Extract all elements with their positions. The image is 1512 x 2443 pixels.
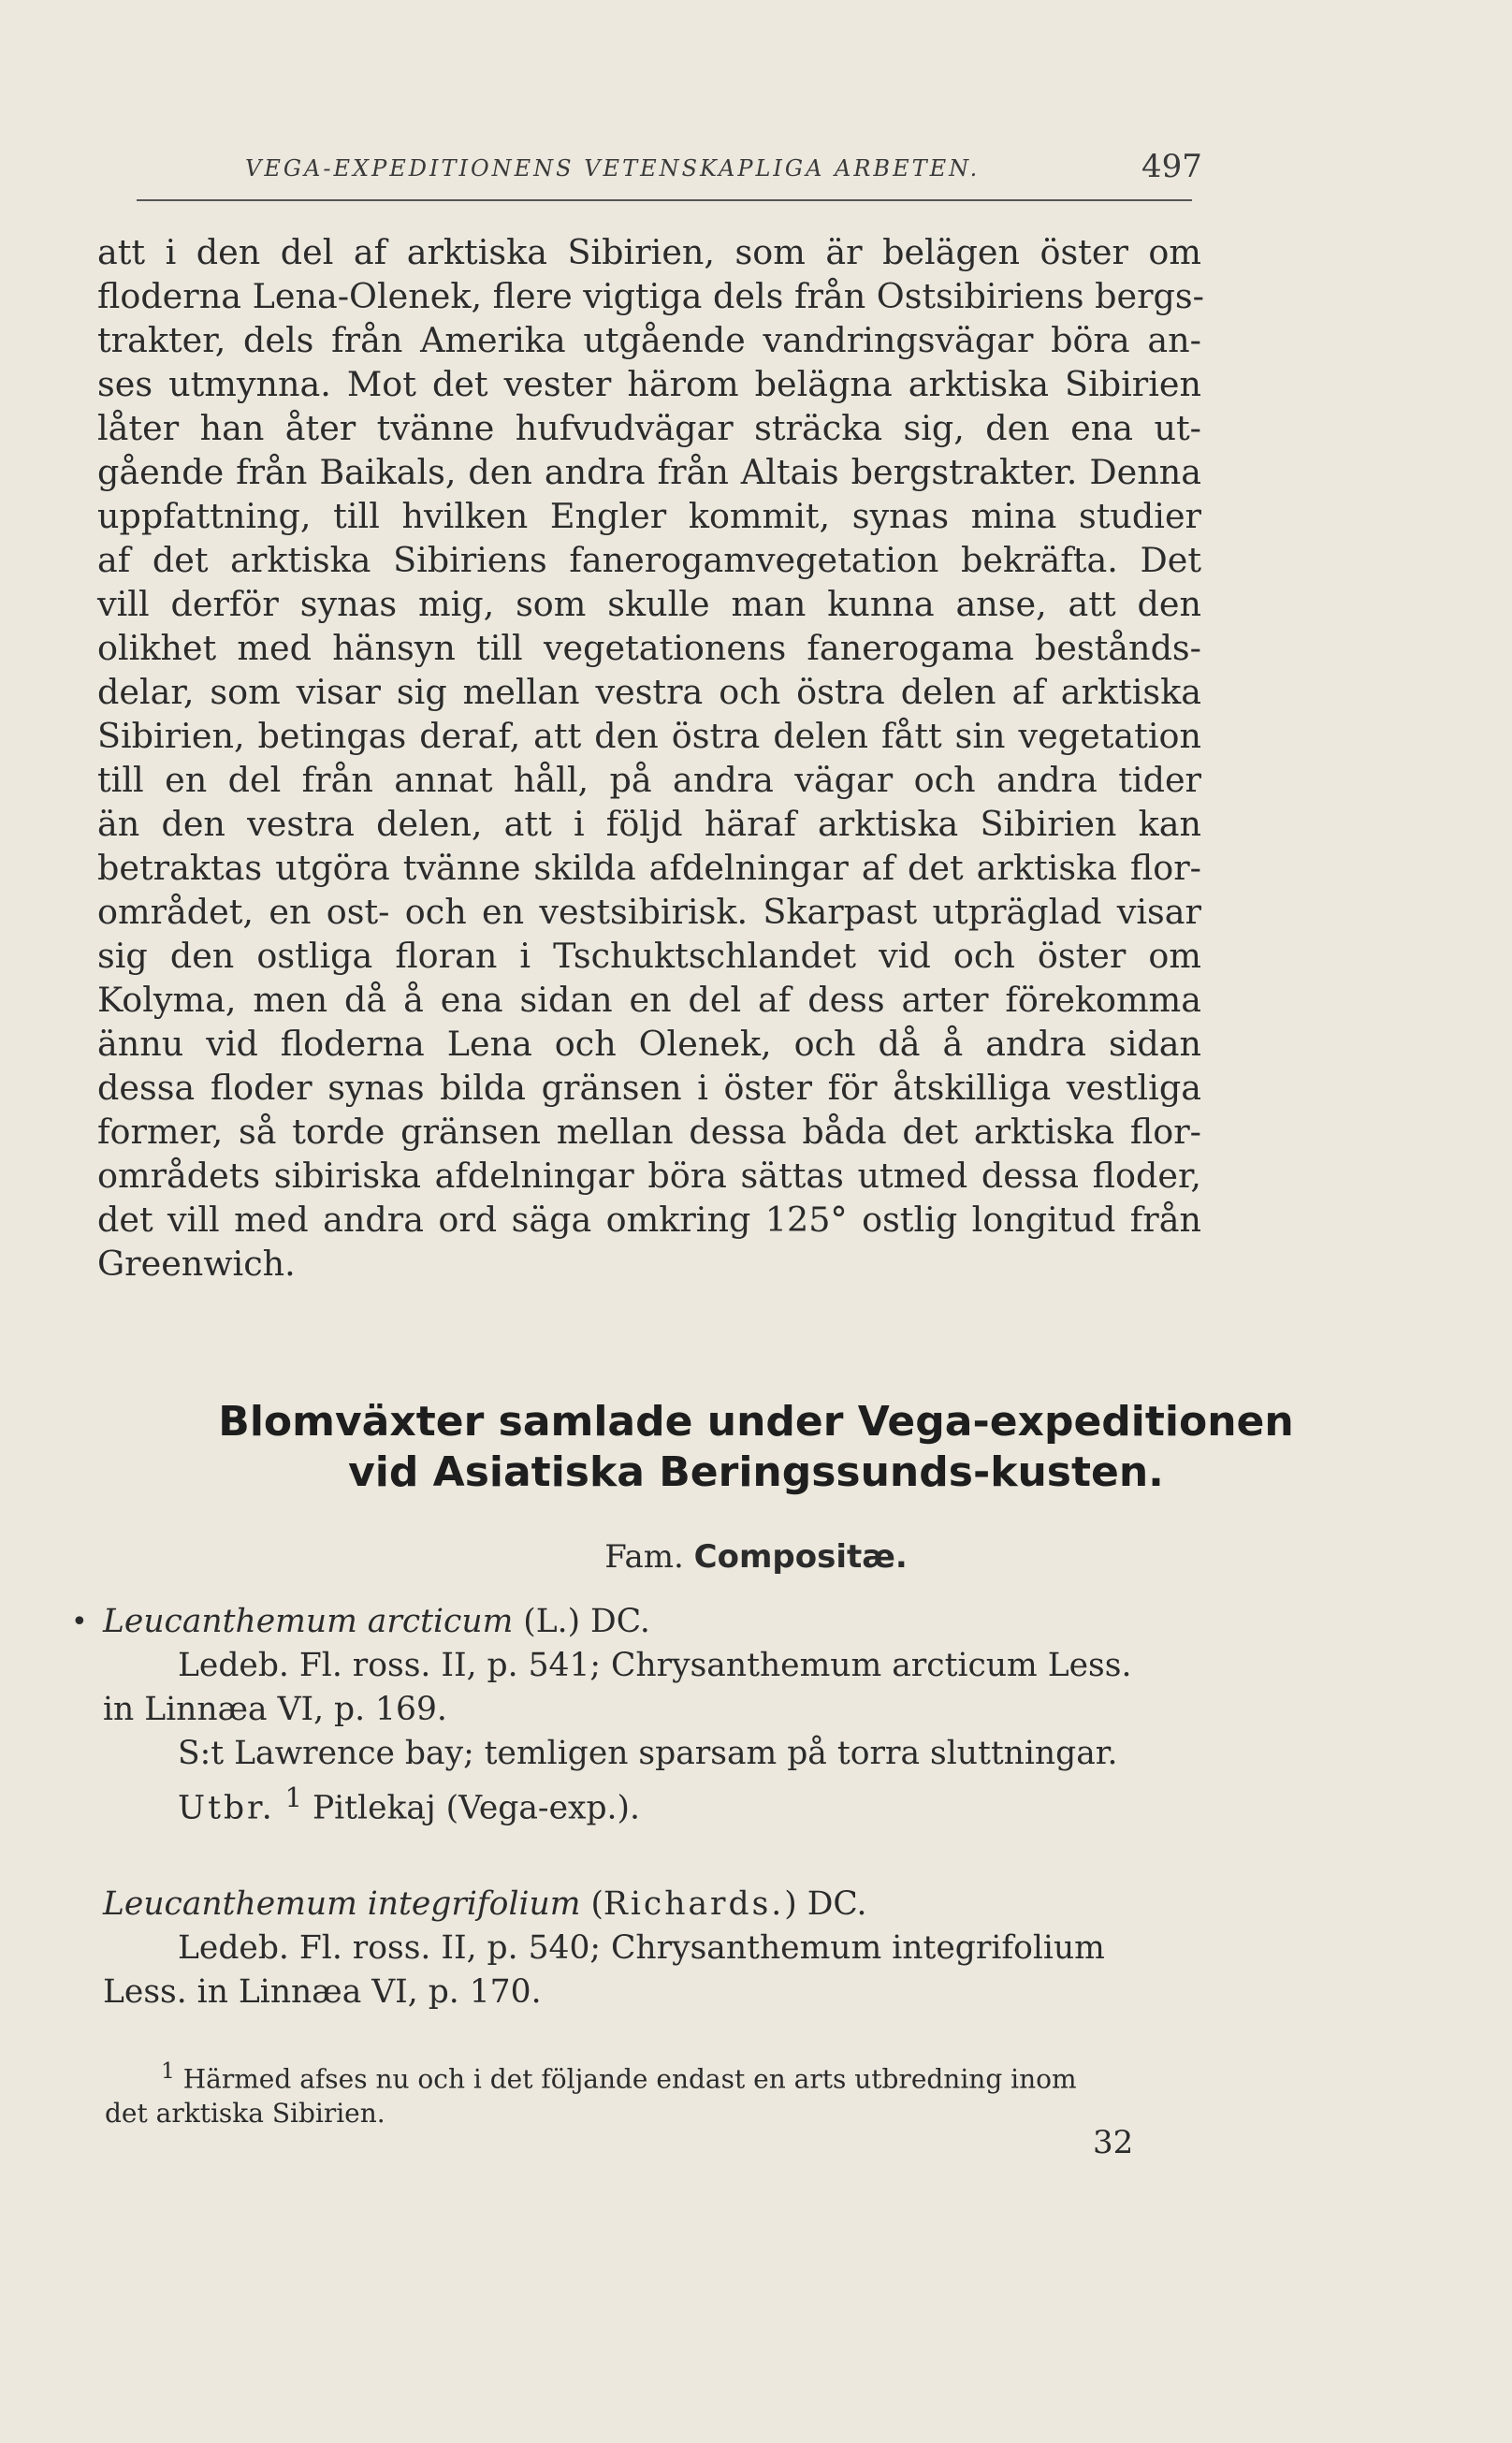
- species-entry-2: [103, 1883, 1207, 2014]
- body-line: dessa floder synas bilda gränsen i öster för åtskilliga vestliga: [97, 1068, 1201, 1108]
- body-line: Greenwich.: [97, 1243, 296, 1284]
- taxon-author-close: ) DC.: [784, 1885, 867, 1923]
- taxon-author: Richards.: [603, 1885, 785, 1923]
- body-line: Sibirien, betingas deraf, att den östra delen fått sin vegetation: [97, 716, 1201, 756]
- body-line: ses utmynna. Mot det vester härom belägna arktiska Sibirien: [97, 364, 1201, 404]
- distribution-label: Utbr.: [178, 1789, 275, 1827]
- footnote-marker: 1: [284, 1781, 302, 1813]
- body-text: [97, 230, 1204, 1286]
- signature-mark: 32: [1093, 2124, 1134, 2161]
- reference-line: in Linnæa VI, p. 169.: [103, 1691, 447, 1728]
- entry-bullet: •: [71, 1606, 88, 1638]
- body-line: uppfattning, till hvilken Engler kommit, synas mina studier: [97, 496, 1201, 536]
- footnote: [105, 2054, 1209, 2130]
- body-line: Kolyma, men då å ena sidan en del af dess arter förekomma: [97, 980, 1201, 1020]
- page-number: 497: [1141, 148, 1202, 185]
- header-rule: [137, 199, 1192, 201]
- body-line: ännu vid floderna Lena och Olenek, och då å andra sidan: [97, 1024, 1201, 1064]
- section-title-line-2: vid Asiatiska Beringssunds-kusten.: [348, 1448, 1164, 1496]
- section-title-line-1: Blomväxter samlade under Vega-expeditionen: [218, 1398, 1294, 1446]
- running-title: VEGA-EXPEDITIONENS VETENSKAPLIGA ARBETEN.: [245, 155, 981, 182]
- body-line: området, en ost- och en vestsibirisk. Skarpast utpräglad visar: [97, 892, 1201, 932]
- reference-line: Ledeb. Fl. ross. II, p. 540; Chrysanthemum integrifolium: [178, 1929, 1105, 1967]
- body-line: än den vestra delen, att i följd häraf arktiska Sibirien kan: [97, 804, 1201, 844]
- footnote-text: det arktiska Sibirien.: [105, 2098, 385, 2130]
- family-heading: [0, 1538, 1512, 1576]
- body-line: floderna Lena-Olenek, flere vigtiga dels från Ostsibiriens bergs-: [97, 276, 1204, 316]
- body-line: till en del från annat håll, på andra vägar och andra tider: [97, 760, 1201, 800]
- body-line: att i den del af arktiska Sibirien, som är belägen öster om: [97, 232, 1201, 272]
- reference-line: Ledeb. Fl. ross. II, p. 541; Chrysanthemum arcticum Less.: [178, 1647, 1132, 1684]
- footnote-number: 1: [161, 2058, 175, 2084]
- body-line: låter han åter tvänne hufvudvägar sträcka sig, den ena ut-: [97, 408, 1201, 448]
- taxon-author-open: (: [590, 1885, 603, 1923]
- body-line: betraktas utgöra tvänne skilda afdelningar af det arktiska flor-: [97, 848, 1201, 888]
- footnote-text: Härmed afses nu och i det följande endast en arts utbredning inom: [182, 2063, 1077, 2095]
- family-prefix: Fam.: [604, 1538, 684, 1576]
- taxon-name: Leucanthemum arcticum: [103, 1603, 514, 1640]
- body-line: vill derför synas mig, som skulle man kunna anse, att den: [97, 584, 1201, 624]
- body-line: af det arktiska Sibiriens fanerogamvegetation bekräfta. Det: [97, 540, 1201, 580]
- habitat-line: S:t Lawrence bay; temligen sparsam på torra sluttningar.: [178, 1735, 1118, 1772]
- family-name: Compositæ.: [693, 1538, 908, 1576]
- body-line: trakter, dels från Amerika utgående vandringsvägar böra an-: [97, 320, 1201, 360]
- body-line: olikhet med hänsyn till vegetationens fanerogama bestånds-: [97, 628, 1201, 668]
- body-line: delar, som visar sig mellan vestra och östra delen af arktiska: [97, 672, 1201, 712]
- species-entry-1: [103, 1600, 1207, 1831]
- body-line: former, så torde gränsen mellan dessa båda det arktiska flor-: [97, 1112, 1201, 1152]
- taxon-name: Leucanthemum integrifolium: [103, 1885, 581, 1923]
- body-line: det vill med andra ord säga omkring 125° ostlig longitud från: [97, 1200, 1201, 1240]
- distribution-line: [103, 1776, 1207, 1831]
- body-line: sig den ostliga floran i Tschuktschlandet vid och öster om: [97, 936, 1201, 976]
- body-line: gående från Baikals, den andra från Altais bergstrakter. Denna: [97, 452, 1201, 492]
- reference-line: Less. in Linnæa VI, p. 170.: [103, 1973, 542, 2011]
- taxon-author: (L.) DC.: [523, 1603, 650, 1640]
- distribution-text: Pitlekaj (Vega-exp.).: [312, 1789, 640, 1827]
- body-line: områdets sibiriska afdelningar böra sättas utmed dessa floder,: [97, 1156, 1201, 1196]
